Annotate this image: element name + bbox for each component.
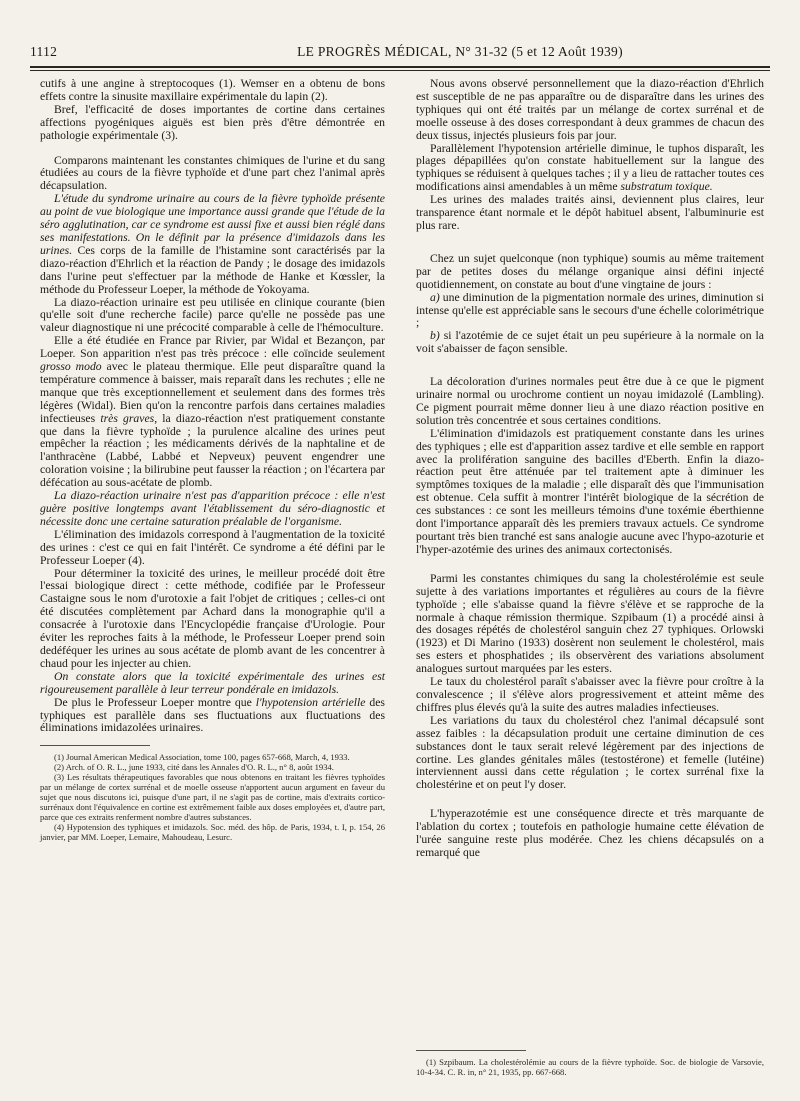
paragraph: Les variations du taux du cholestérol chez l'animal décapsulé sont assez faibles : la décapsulation produit une certaine diminution de ces substances dont le taux serait relevé légèrement par des injections de cortine. Les glandes génitales mâles (testostérone) et femelle (lutéine) interviennent aussi dans cette régulation ; le cortex surrénal fixe la cholestérine et on peut l'y doser. <box>416 713 764 792</box>
paragraph: La diazo-réaction urinaire est peu utilisée en clinique courante (bien qu'elle soit d'une recherche facile) parce qu'elle ne possède pas une valeur diagnostique ni une précocité comparable à celle de l'hémoculture. <box>40 295 385 335</box>
running-header <box>30 44 770 66</box>
paragraph: Le taux du cholestérol paraît s'abaisser avec la fièvre pour croître à la convalescence ; il s'élève alors progressivement et atteint même des chiffres plus élevés qu'à la suite des autres maladies infectieuses. <box>416 675 764 714</box>
footnote-rule <box>416 1050 526 1051</box>
right-footnotes <box>416 1050 764 1079</box>
italic-text: grosso modo <box>40 360 102 374</box>
text-run: Ces corps de la famille de l'histamine sont caractérisés par la diazo-réaction d'Ehrlich et la réaction de Pandy ; le dosage des imidazols dans l'urine peut s'effectuer par la méthode de Hanke et Kœssler, la méthode du Professeur Loeper, la méthode de Yokoyama. <box>40 243 385 296</box>
paragraph <box>40 490 385 529</box>
page-number: 1112 <box>30 44 58 59</box>
list-label: a) <box>430 290 440 304</box>
text-run: avec le plateau thermique. Elle peut disparaître quand la température commence à baisser, mais reparaît dans les rechutes ; elle ne manque que très exceptionnellement et seulement dans des formes très légères (Widal). Bien qu'on la rencontre parfois dans certaines maladies infectieuses <box>40 360 386 425</box>
footnote-rule <box>40 745 150 746</box>
italic-text: l'hypotension artérielle <box>255 695 366 709</box>
italic-text: On constate alors que la toxicité expérimentale des urines est rigoureusement parallèle à leur terreur pondérale en imidazols. <box>40 669 385 696</box>
text-run: , la diazo-réaction n'est pratiquement constante que dans la fièvre typhoïde ; la purulence alcaline des urines peut empêcher la réaction ; les médicaments dérivés de la naphtaline et de l'anthracène (Labbé, Labbé et Nepveux) peuvent engendrer une coloration voisine ; la bilirubine peut fausser la réaction ; on l'écartera par défécation au sous-acétate de plomb. <box>40 411 385 490</box>
footnote: (4) Hypotension des typhiques et imidazols. Soc. méd. des hôp. de Paris, 1934, t. I, p. 154, 26 janvier, par MM. Loeper, Lemaire, Mahoudeau, Lesurc. <box>40 822 385 843</box>
paragraph: cutifs à une angine à streptocoques (1). Wemser en a obtenu de bons effets contre la sinusite maxillaire expérimentale du lapin (2). <box>40 77 385 103</box>
paragraph: Parmi les constantes chimiques du sang la cholestérolémie est seule sujette à des variations importantes et régulières au cours de la fièvre typhoïde ; elle s'abaisse quand la fièvre s'élève et se rapproche de la normale à chaque rémission thermique. Szpibaum (1) a procédé ainsi à des dosages répétés de cholestérol sanguin chez 27 typhiques. Orlowski (1923) et Di Marino (1933) dosèrent non seulement le cholestérol, mais ses esters et phosphatides ; ils observèrent des variations absolument analogues surtout marquées par les esters. <box>416 571 764 676</box>
text-run: une diminution de la pigmentation normale des urines, diminution si intense qu'elle est appréciable sans le secours d'une échelle colorimétrique ; <box>416 290 764 330</box>
paragraph: Comparons maintenant les constantes chimiques de l'urine et du sang étudiées au cours de la fièvre typhoïde et d'une part chez l'animal après décapsulation. <box>40 153 385 193</box>
paragraph <box>40 697 385 736</box>
text-run: De plus le Professeur Loeper montre que <box>54 695 256 709</box>
paragraph: L'élimination d'imidazols est pratiquement constante dans les urines des typhiques ; elle est d'apparition assez tardive et elle semble en rapport avec la prolifération sanguine des bacilles d'Eberth. Enfin la diazo-réaction peut être atténuée par tel traitement apte à diminuer les symptômes toxiques de la maladie ; elle disparaît dès que l'immunisation est obtenue. Cela suffit à montrer l'intérêt biologique de la sécrétion de ces substances : ce sont les meilleurs témoins d'une toxémie éberthienne dont l'importance apparaît dès les premiers travaux actuels. Ce syndrome pourtant très bien tranché est sans analogie aucune avec l'hypo-azoturie et l'hyper-azotémie des urines des animaux cortectonisés. <box>416 426 764 556</box>
footnote: (1) Szpibaum. La cholestérolémie au cours de la fièvre typhoïde. Soc. de biologie de Varsovie, 10-4-34. C. R. in, n° 21, 1935, pp. 667-668. <box>416 1057 764 1077</box>
italic-text: La diazo-réaction urinaire n'est pas d'apparition précoce : elle n'est guère positive longtemps avant l'établissement du séro-diagnostic et nécessite donc une certaine saturation préalable de l'organisme. <box>40 489 385 528</box>
paragraph: Bref, l'efficacité de doses importantes de cortine dans certaines affections pyogéniques aiguës est bien près d'être démontrée en pathologie expérimentale (3). <box>40 102 385 142</box>
footnote: (1) Journal American Medical Association, tome 100, pages 657-668, March, 4, 1933. <box>54 752 350 763</box>
paragraph <box>40 193 385 296</box>
paragraph: L'hyperazotémie est une conséquence directe et très marquante de l'ablation du cortex ; toutefois en pathologie humaine cette élévation de l'urée sanguine reste plus modérée. Chez les chiens décapsulés on a remarqué que <box>416 807 764 859</box>
list-item <box>416 292 764 331</box>
paragraph: Nous avons observé personnellement que la diazo-réaction d'Ehrlich est susceptible de ne pas apparaître ou de disparaître dans les urines des typhiques qui ont été traités par un mélange de cortex surrénal et de moelle osseuse à des doses correspondant à deux grammes de chacun des deux tissus, injectés plusieurs fois par jour. <box>416 77 764 142</box>
header-rule-thick <box>30 66 770 68</box>
paragraph: Chez un sujet quelconque (non typhique) soumis au même traitement par de petites doses du mélange organique ainsi défini injecté quotidiennement, on constate au bout d'une vingtaine de jours : <box>416 251 764 291</box>
text-run: Elle a été étudiée en France par Rivier, par Widal et Bezançon, par Loeper. Son apparition n'est pas très précoce : elle coïncide seulement <box>40 334 385 361</box>
paragraph <box>40 671 385 697</box>
text-run: si l'azotémie de ce sujet était un peu supérieure à la normale on la voit s'abaisser de façon sensible. <box>416 329 764 356</box>
footnote: (2) Arch. of O. R. L., june 1933, cité dans les Annales d'O. R. L., n° 8, août 1934. <box>54 762 334 773</box>
italic-text: substratum toxique. <box>620 180 713 194</box>
paragraph: Pour déterminer la toxicité des urines, le meilleur procédé doit être l'essai biologique direct : cette méthode, codifiée par le Professeur Castaigne sous le nom d'urotoxie a fait l'objet de critiques ; celles-ci ont été discutées complètement par Achard dans la monographie qu'il a consacrée à l'urotoxie dans l'Encyclopédie française d'Urologie. Pour éviter les reproches faits à la méthode, le Professeur Loeper prend soin dedéféquer les urines au sous acétate de plomb avant de les concentrer à chaud pour les injecter au chien. <box>40 566 385 670</box>
list-item <box>416 330 764 356</box>
right-column <box>416 78 764 860</box>
text-run: des typhiques est parallèle dans ses fluctuations aux fluctuations des éliminations imidazolées urinaires. <box>40 695 385 735</box>
paragraph: Les urines des malades traités ainsi, deviennent plus claires, leur transparence étant normale et le dépôt habituel absent, l'albuminurie est plus rare. <box>416 193 764 232</box>
paragraph: La décoloration d'urines normales peut être due à ce que le pigment urinaire normal ou urochrome contient un noyau imidazolé (Lambling). Ce pigment pourrait même donner lieu à une diazo réaction positive en solution très concentrée et sous certaines conditions. <box>416 375 764 427</box>
italic-text: très graves <box>100 411 155 425</box>
text-run: Parallèlement l'hypotension artérielle diminue, le tuphos disparaît, les plages dépapillées qu'on constate habituellement sur la langue des typhiques se réduisent à quelques taches ; il y a lieu de rattacher toutes ces modifications ainsi amendables à un même <box>416 141 764 194</box>
list-label: b) <box>430 329 440 343</box>
journal-title: LE PROGRÈS MÉDICAL, N° 31-32 (5 et 12 Août 1939) <box>297 44 623 59</box>
footnote: (3) Les résultats thérapeutiques favorables que nous obtenons en traitant les fièvres typhoïdes par un mélange de cortex surrénal et de moelle osseuse n'apportent aucun argument en faveur du sujet que nous discutons ici, puisque d'une part, il ne s'agit pas de cortine, mais d'extraits cortico-surrénaux dont l'équivalence en cortine est extrêmement faible aux doses employées et, d'autre part, parce que ces extraits renferment nombre d'autres substances. <box>40 772 385 823</box>
paragraph <box>416 143 764 195</box>
italic-text: L'étude du syndrome urinaire au cours de la fièvre typhoïde présente au point de vue biologique une importance aussi grande que l'étude de la séro agglutination, car ce syndrome est aussi fixe et aussi bien réglé dans ses manifestations. On le définit par la présence d'imidazols dans les urines. <box>40 192 385 257</box>
paragraph: L'élimination des imidazols correspond à l'augmentation de la toxicité des urines : c'est ce qui en fait l'intérêt. Ce syndrome a été défini par le Professeur Loeper (4). <box>40 527 385 567</box>
paragraph <box>40 335 385 490</box>
left-column <box>40 78 385 842</box>
header-rule-thin <box>30 70 770 71</box>
